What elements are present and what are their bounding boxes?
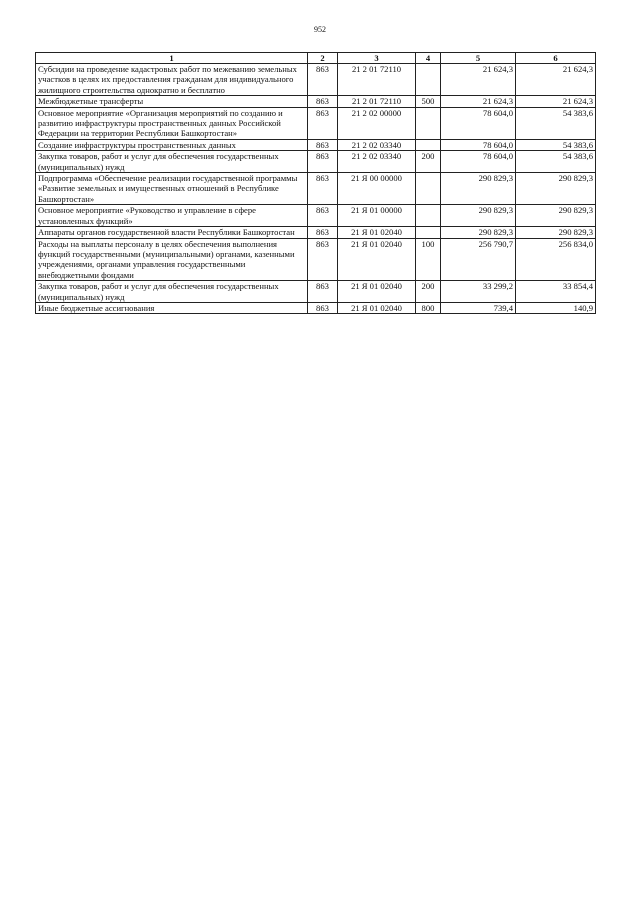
col-header-sum-1: 5 — [441, 53, 516, 64]
row-csr: 21 Я 01 00000 — [338, 205, 416, 227]
row-sum-2: 54 383,6 — [516, 139, 596, 150]
row-csr: 21 2 02 03340 — [338, 139, 416, 150]
row-csr: 21 Я 00 00000 — [338, 173, 416, 205]
row-vr — [416, 227, 441, 238]
row-csr: 21 Я 01 02040 — [338, 281, 416, 303]
row-vr — [416, 205, 441, 227]
budget-table — [35, 52, 596, 314]
table-row — [36, 205, 596, 227]
row-sum-1: 33 299,2 — [441, 281, 516, 303]
row-sum-2: 21 624,3 — [516, 96, 596, 107]
row-csr: 21 Я 01 02040 — [338, 227, 416, 238]
row-csr: 21 2 01 72110 — [338, 96, 416, 107]
row-vr — [416, 64, 441, 96]
row-ved: 863 — [308, 227, 338, 238]
row-ved: 863 — [308, 64, 338, 96]
row-name: Закупка товаров, работ и услуг для обеспечения государственных (муниципальных) нужд — [36, 281, 308, 303]
row-sum-1: 290 829,3 — [441, 205, 516, 227]
row-sum-2: 140,9 — [516, 302, 596, 313]
row-sum-1: 78 604,0 — [441, 139, 516, 150]
row-name: Закупка товаров, работ и услуг для обеспечения государственных (муниципальных) нужд — [36, 151, 308, 173]
table-row — [36, 107, 596, 139]
row-vr — [416, 107, 441, 139]
row-vr: 200 — [416, 281, 441, 303]
table-row — [36, 302, 596, 313]
row-sum-1: 739,4 — [441, 302, 516, 313]
col-header-name: 1 — [36, 53, 308, 64]
row-name: Межбюджетные трансферты — [36, 96, 308, 107]
row-sum-2: 54 383,6 — [516, 151, 596, 173]
row-sum-2: 54 383,6 — [516, 107, 596, 139]
row-sum-1: 21 624,3 — [441, 96, 516, 107]
page-number: 952 — [314, 25, 326, 34]
row-sum-1: 290 829,3 — [441, 173, 516, 205]
row-vr: 200 — [416, 151, 441, 173]
row-csr: 21 Я 01 02040 — [338, 302, 416, 313]
col-header-sum-2: 6 — [516, 53, 596, 64]
row-ved: 863 — [308, 151, 338, 173]
row-name: Подпрограмма «Обеспечение реализации государственной программы «Развитие земельных и имущественных отношений в Республике Башкортостан» — [36, 173, 308, 205]
table-row — [36, 96, 596, 107]
row-vr — [416, 139, 441, 150]
row-name: Создание инфраструктуры пространственных данных — [36, 139, 308, 150]
row-ved: 863 — [308, 107, 338, 139]
table-row — [36, 173, 596, 205]
row-ved: 863 — [308, 139, 338, 150]
row-ved: 863 — [308, 281, 338, 303]
row-ved: 863 — [308, 205, 338, 227]
table-row — [36, 151, 596, 173]
row-csr: 21 2 01 72110 — [338, 64, 416, 96]
table-row — [36, 281, 596, 303]
row-ved: 863 — [308, 96, 338, 107]
row-sum-2: 290 829,3 — [516, 173, 596, 205]
header-row — [36, 53, 596, 64]
row-ved: 863 — [308, 238, 338, 281]
row-name: Субсидии на проведение кадастровых работ по межеванию земельных участков в целях их предоставления гражданам для индивидуального жилищного строительства однократно и бесплатно — [36, 64, 308, 96]
table-row — [36, 139, 596, 150]
row-sum-1: 78 604,0 — [441, 151, 516, 173]
row-name: Иные бюджетные ассигнования — [36, 302, 308, 313]
col-header-csr: 3 — [338, 53, 416, 64]
table-row — [36, 64, 596, 96]
row-name: Расходы на выплаты персоналу в целях обеспечения выполнения функций государственными (муниципальными) органами, казенными учреждениями, органами управления государственными внебюджетными фондами — [36, 238, 308, 281]
row-sum-1: 290 829,3 — [441, 227, 516, 238]
row-sum-2: 21 624,3 — [516, 64, 596, 96]
col-header-ved: 2 — [308, 53, 338, 64]
row-ved: 863 — [308, 173, 338, 205]
row-vr — [416, 173, 441, 205]
row-sum-2: 33 854,4 — [516, 281, 596, 303]
row-vr: 500 — [416, 96, 441, 107]
table-row — [36, 227, 596, 238]
row-sum-1: 256 790,7 — [441, 238, 516, 281]
row-name: Аппараты органов государственной власти Республики Башкортостан — [36, 227, 308, 238]
row-vr: 800 — [416, 302, 441, 313]
row-csr: 21 2 02 00000 — [338, 107, 416, 139]
row-sum-2: 290 829,3 — [516, 205, 596, 227]
row-csr: 21 2 02 03340 — [338, 151, 416, 173]
row-sum-1: 78 604,0 — [441, 107, 516, 139]
row-name: Основное мероприятие «Организация мероприятий по созданию и развитию инфраструктуры пространственных данных Российской Федерации на территории Республики Башкортостан» — [36, 107, 308, 139]
table-row — [36, 238, 596, 281]
row-vr: 100 — [416, 238, 441, 281]
col-header-vr: 4 — [416, 53, 441, 64]
row-ved: 863 — [308, 302, 338, 313]
row-sum-1: 21 624,3 — [441, 64, 516, 96]
row-sum-2: 256 834,0 — [516, 238, 596, 281]
row-sum-2: 290 829,3 — [516, 227, 596, 238]
row-name: Основное мероприятие «Руководство и управление в сфере установленных функций» — [36, 205, 308, 227]
row-csr: 21 Я 01 02040 — [338, 238, 416, 281]
